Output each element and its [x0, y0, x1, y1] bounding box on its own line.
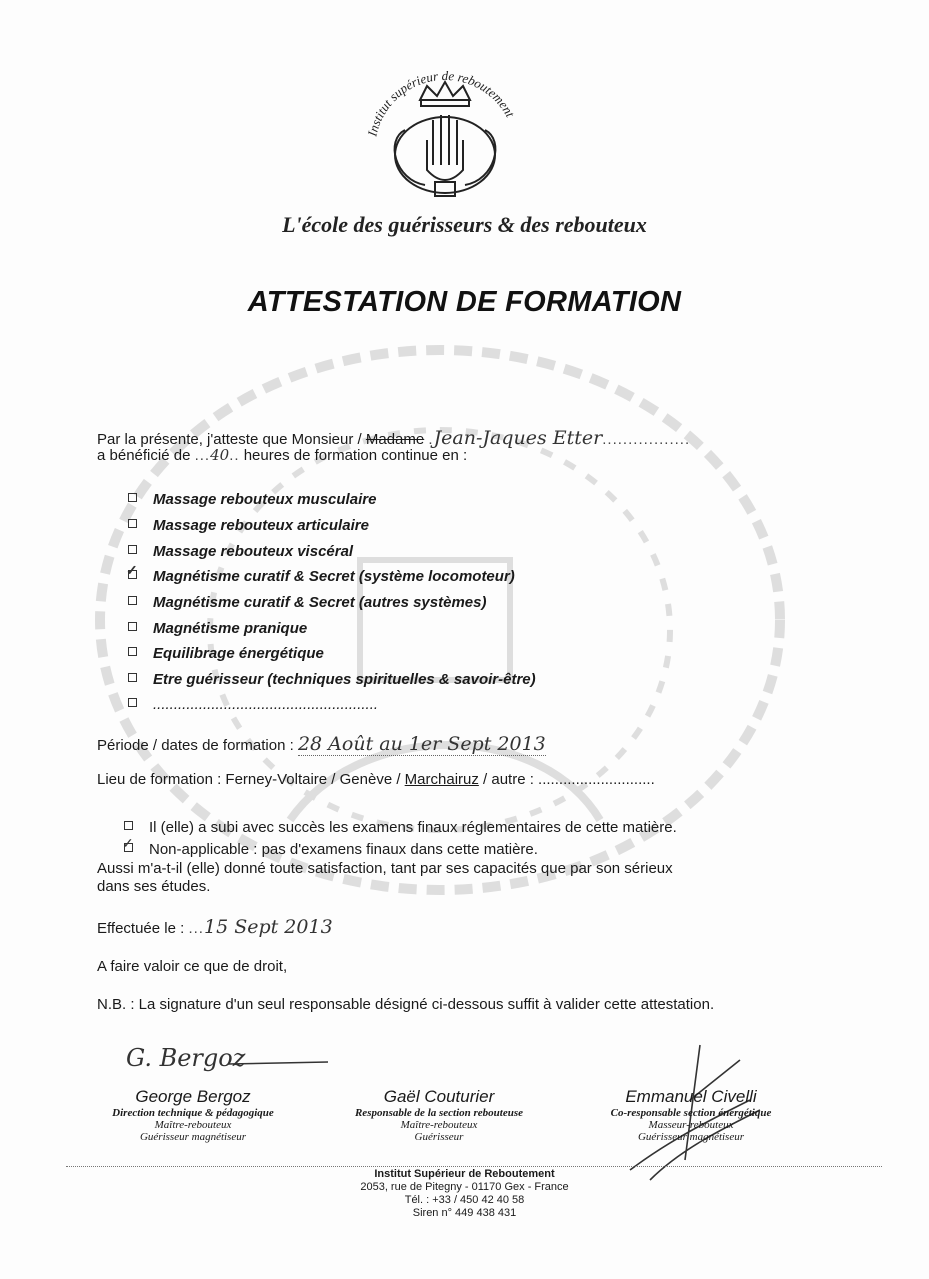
- checkbox[interactable]: [128, 545, 137, 554]
- checkbox[interactable]: [128, 622, 137, 631]
- course-item[interactable]: Etre guérisseur (techniques spirituelles & savoir-être): [128, 671, 536, 688]
- satisfaction-line-1: Aussi m'a-t-il (elle) donné toute satisfaction, tant par ses capacités que par son sérieux: [97, 860, 673, 877]
- course-item[interactable]: Magnétisme curatif & Secret (autres systèmes): [128, 594, 486, 611]
- checkbox[interactable]: [128, 673, 137, 682]
- checkbox[interactable]: [128, 493, 137, 502]
- course-item[interactable]: Massage rebouteux musculaire: [128, 491, 376, 508]
- location-selected: Marchairuz: [404, 771, 479, 788]
- done-value: 15 Sept 2013: [203, 916, 333, 938]
- svg-text:Institut supérieur de reboutem: Institut supérieur de reboutement: [364, 67, 518, 138]
- footer: Institut Supérieur de Reboutement 2053, rue de Pitegny - 01170 Gex - France Tél. : +33 / 450 42 40 58 Siren n° 449 438 431: [360, 1168, 569, 1219]
- document-title: ATTESTATION DE FORMATION: [247, 286, 682, 318]
- location-line: Lieu de formation : Ferney-Voltaire / Genève / Marchairuz / autre : ............................: [97, 771, 655, 788]
- intro-line-1: Par la présente, j'atteste que Monsieur / Madame .Jean-Jaques Etter.................: [97, 427, 691, 449]
- exam-passed[interactable]: Il (elle) a subi avec succès les examens finaux réglementaires de cette matière.: [124, 819, 677, 836]
- course-item-other[interactable]: ......................................................: [128, 696, 378, 713]
- intro-line-2: a bénéficié de ...40.. heures de formation continue en :: [97, 446, 468, 464]
- checkbox[interactable]: [128, 647, 137, 656]
- period-value: 28 Août au 1er Sept 2013: [297, 733, 546, 755]
- madame-option: Madame: [365, 431, 425, 448]
- course-item[interactable]: ✓Magnétisme curatif & Secret (système locomoteur): [128, 568, 515, 585]
- checkbox-checked[interactable]: [124, 843, 133, 852]
- period-line: Période / dates de formation : 28 Août au 1er Sept 2013: [97, 733, 546, 755]
- course-item[interactable]: Magnétisme pranique: [128, 620, 307, 637]
- valoir-text: A faire valoir ce que de droit,: [97, 958, 288, 975]
- signatory-bergoz: George Bergoz Direction technique & pédagogique Maître-rebouteux Guérisseur magnétiseur: [112, 1087, 274, 1143]
- checkbox[interactable]: [128, 519, 137, 528]
- intro-prefix: Par la présente, j'atteste que Monsieur /: [97, 431, 362, 448]
- exam-not-applicable[interactable]: ✓Non-applicable : pas d'examens finaux dans cette matière.: [124, 841, 538, 858]
- course-item[interactable]: Equilibrage énergétique: [128, 645, 324, 662]
- svg-text:G. Bergoz: G. Bergoz: [126, 1044, 246, 1072]
- checkbox[interactable]: [128, 596, 137, 605]
- nb-text: N.B. : La signature d'un seul responsable désigné ci-dessous suffit à valider cette attestation.: [97, 996, 715, 1013]
- checkbox-checked[interactable]: [128, 570, 137, 579]
- done-line: Effectuée le : ...15 Sept 2013: [97, 916, 333, 938]
- course-item[interactable]: Massage rebouteux articulaire: [128, 517, 369, 534]
- checkbox[interactable]: [124, 821, 133, 830]
- school-name: L'école des guérisseurs & des rebouteux: [282, 212, 647, 237]
- footer-divider: [66, 1166, 882, 1167]
- hours-value: 40: [210, 446, 230, 464]
- person-name: Jean-Jaques Etter: [433, 427, 603, 449]
- signatory-couturier: Gaël Couturier Responsable de la section rebouteuse Maître-rebouteux Guérisseur: [354, 1087, 524, 1143]
- signatory-civelli: Emmanuel Civelli Co-responsable section énergétique Masseur-rebouteux Guérisseur magnétiseur: [610, 1087, 772, 1143]
- satisfaction-line-2: dans ses études.: [97, 878, 211, 895]
- course-item[interactable]: Massage rebouteux viscéral: [128, 543, 353, 560]
- checkbox[interactable]: [128, 698, 137, 707]
- signature-bergoz-icon: [118, 1036, 338, 1076]
- institute-logo: [355, 60, 535, 210]
